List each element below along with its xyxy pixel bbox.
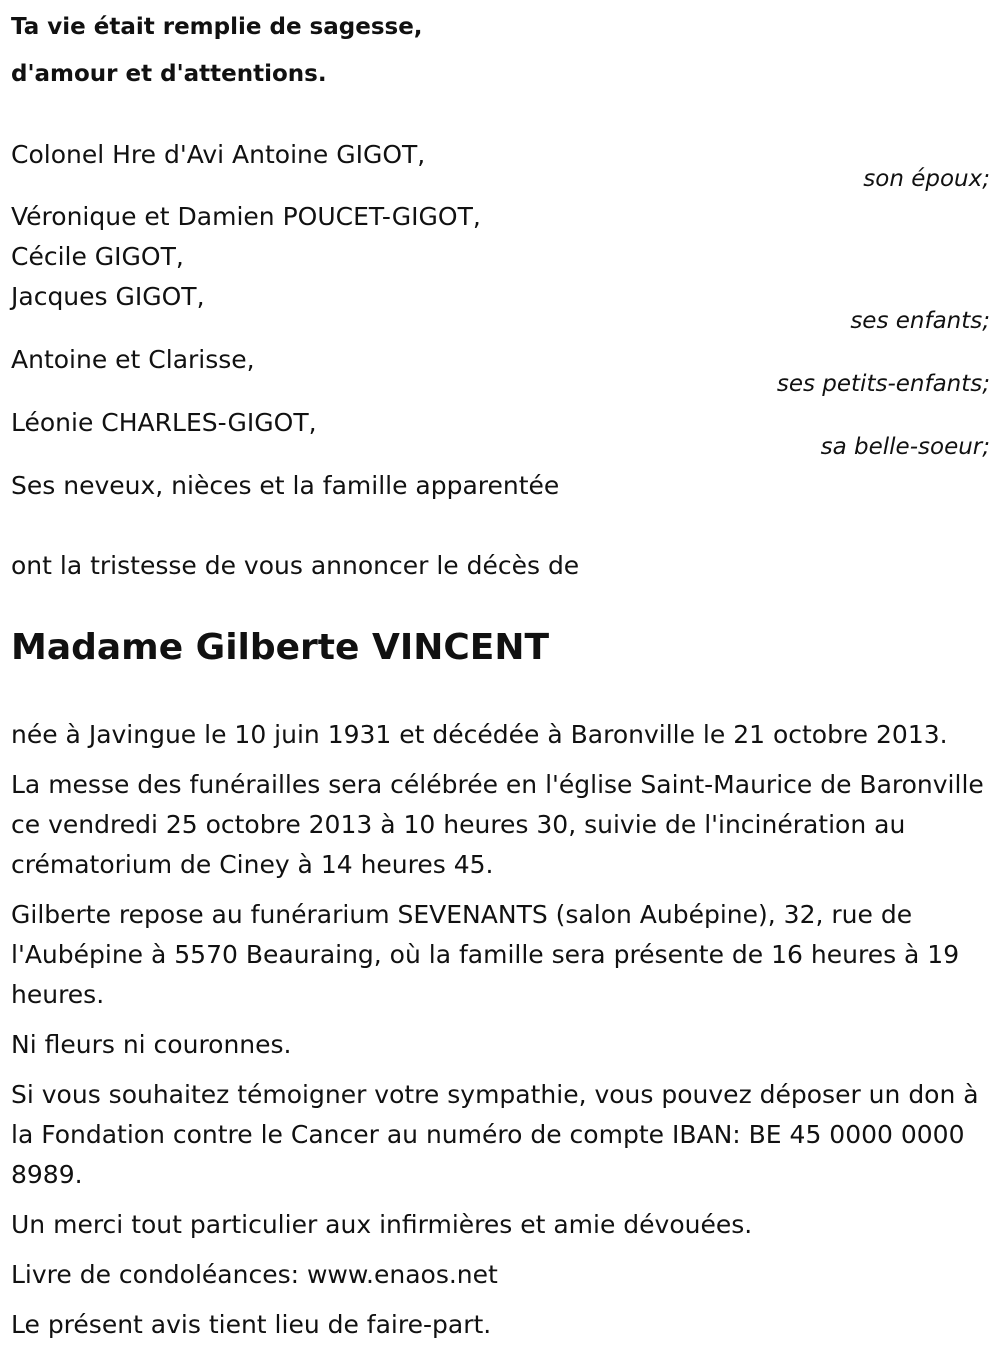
notice-statement: Le présent avis tient lieu de faire-part. bbox=[11, 1310, 492, 1339]
no-flowers-notice: Ni fleurs ni couronnes. bbox=[11, 1030, 292, 1059]
spouse-relation: son époux; bbox=[863, 166, 990, 192]
extended-family: Ses neveux, nièces et la famille apparentée bbox=[11, 471, 560, 500]
sister-in-law-relation: sa belle-soeur; bbox=[820, 434, 990, 460]
announcement-text: ont la tristesse de vous annoncer le décès de bbox=[11, 551, 580, 580]
rest-place-details: Gilberte repose au funérarium SEVENANTS (salon Aubépine), 32, rue de l'Aubépine à 5570 Beauraing, où la famille sera présente de 16 heures à 19 heures. bbox=[11, 900, 960, 1009]
grandchildren-name: Antoine et Clarisse, bbox=[11, 345, 255, 374]
thanks-message: Un merci tout particulier aux infirmières et amie dévouées. bbox=[11, 1210, 753, 1239]
child-name-3: Jacques GIGOT, bbox=[11, 282, 205, 311]
opening-quote-line-2: d'amour et d'attentions. bbox=[11, 61, 327, 87]
opening-quote-line-1: Ta vie était remplie de sagesse, bbox=[11, 14, 423, 40]
deceased-name: Madame Gilberte VINCENT bbox=[11, 627, 550, 668]
birth-death-details: née à Javingue le 10 juin 1931 et décédée à Baronville le 21 octobre 2013. bbox=[11, 720, 948, 749]
funeral-mass-details: La messe des funérailles sera célébrée en l'église Saint-Maurice de Baronville ce vendredi 25 octobre 2013 à 10 heures 30, suivie de l'incinération au crématorium de Ciney à 14 heures 45. bbox=[11, 770, 984, 879]
children-relation: ses enfants; bbox=[850, 308, 990, 334]
child-name-1: Véronique et Damien POUCET-GIGOT, bbox=[11, 202, 481, 231]
grandchildren-relation: ses petits-enfants; bbox=[776, 371, 990, 397]
donation-details: Si vous souhaitez témoigner votre sympathie, vous pouvez déposer un don à la Fondation contre le Cancer au numéro de compte IBAN: BE 45 0000 0000 8989. bbox=[11, 1080, 979, 1189]
sister-in-law-name: Léonie CHARLES-GIGOT, bbox=[11, 408, 317, 437]
condolences-book: Livre de condoléances: www.enaos.net bbox=[11, 1260, 498, 1289]
child-name-2: Cécile GIGOT, bbox=[11, 242, 184, 271]
spouse-name: Colonel Hre d'Avi Antoine GIGOT, bbox=[11, 140, 426, 169]
